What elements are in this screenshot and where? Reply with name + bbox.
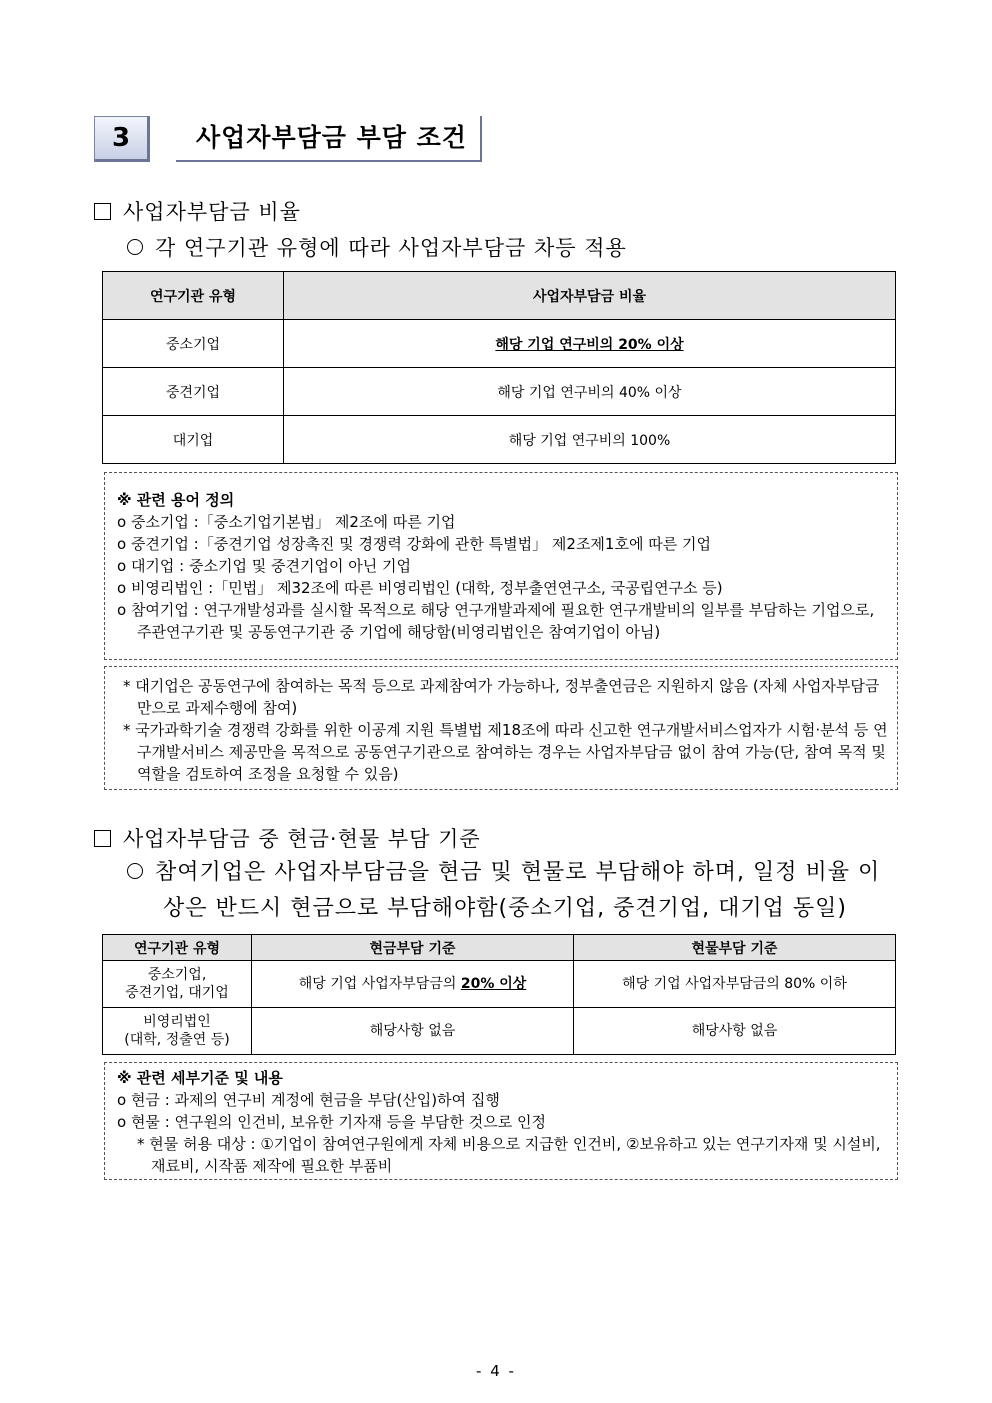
table-row [103, 368, 896, 416]
table-header: 현물부담 기준 [574, 935, 896, 961]
table-cell: 대기업 [103, 416, 284, 464]
cash-inkind-table [102, 934, 896, 1055]
paragraph-line: 참여기업은 사업자부담금을 현금 및 현물로 부담해야 하며, 일정 비율 이 [155, 860, 881, 885]
notes-box [104, 666, 898, 790]
section-number: 3 [94, 116, 150, 162]
square-bullet-icon [94, 203, 111, 220]
list-item: o 현금 : 과제의 연구비 계정에 현금을 부담(산입)하여 집행 [117, 1091, 500, 1109]
emphasized-value: 해당 기업 연구비의 20% 이상 [495, 336, 684, 353]
cell-line: 비영리법인 [143, 1014, 211, 1030]
table-cell [284, 320, 896, 368]
note-item: * 국가과학기술 경쟁력 강화를 위한 이공계 지원 특별법 제18조에 따라 신고한 연구개발서비스업자가 시험·분석 등 연구개발서비스 제공만을 목적으로 공동연구기관으로 참여하는 경우는 사업자부담금 없이 참여 가능(단, 참여 목적 및 역할을 검토하여 조정을 요청할 수 있음) [123, 721, 888, 783]
ratio-table [102, 271, 896, 464]
note-item: * 대기업은 공동연구에 참여하는 목적 등으로 과제참여가 가능하나, 정부출연금은 지원하지 않음 (자체 사업자부담금 만으로 과제수행에 참여) [123, 677, 880, 717]
subheading-cash-inkind [127, 855, 897, 927]
heading-cash-inkind [94, 823, 481, 853]
table-header: 현금부담 기준 [252, 935, 574, 961]
table-header: 연구기관 유형 [103, 935, 252, 961]
table-cell [103, 961, 252, 1008]
table-cell [252, 961, 574, 1008]
table-cell: 중견기업 [103, 368, 284, 416]
subheading-ratio [127, 232, 627, 262]
circle-bullet-icon [127, 239, 143, 255]
note-item: * 현물 허용 대상 : ①기업이 참여연구원에게 자체 비용으로 지급한 인건비, ②보유하고 있는 연구기자재 및 시설비, 재료비, 시작품 제작에 필요한 부품비 [137, 1135, 881, 1175]
definitions-box [104, 472, 898, 660]
table-cell: 중소기업 [103, 320, 284, 368]
cell-line: 중소기업, [147, 967, 207, 983]
heading-contribution-ratio [94, 196, 301, 226]
list-item: o 현물 : 연구원의 인건비, 보유한 기자재 등을 부담한 것으로 인정 [117, 1113, 546, 1131]
table-cell: 해당 기업 연구비의 40% 이상 [284, 368, 896, 416]
criteria-box [104, 1062, 898, 1180]
cell-line: (대학, 정출연 등) [124, 1032, 230, 1048]
cell-text: 해당 기업 사업자부담금의 [298, 976, 461, 992]
table-cell: 해당 기업 사업자부담금의 80% 이하 [574, 961, 896, 1008]
table-row [103, 416, 896, 464]
box-title: ※ 관련 용어 정의 [117, 491, 235, 509]
table-cell [103, 1008, 252, 1055]
cell-line: 중견기업, 대기업 [125, 985, 229, 1001]
square-bullet-icon [94, 830, 111, 847]
list-item: o 중견기업 :「중견기업 성장촉진 및 경쟁력 강화에 관한 특별법」 제2조제1호에 따른 기업 [117, 535, 711, 553]
paragraph-line: 상은 반드시 현금으로 부담해야함(중소기업, 중견기업, 대기업 동일) [163, 896, 847, 921]
circle-bullet-icon [127, 863, 143, 879]
table-row [103, 320, 896, 368]
page-number: - 4 - [476, 1362, 516, 1380]
table-header: 연구기관 유형 [103, 272, 284, 320]
table-cell: 해당 기업 연구비의 100% [284, 416, 896, 464]
table-cell: 해당사항 없음 [252, 1008, 574, 1055]
heading-text: 사업자부담금 중 현금·현물 부담 기준 [123, 827, 481, 851]
box-title: ※ 관련 세부기준 및 내용 [117, 1069, 283, 1087]
table-row [103, 1008, 896, 1055]
emphasized-value: 20% 이상 [460, 976, 527, 992]
heading-text: 사업자부담금 비율 [123, 200, 301, 224]
table-row [103, 961, 896, 1008]
subheading-text: 각 연구기관 유형에 따라 사업자부담금 차등 적용 [155, 236, 627, 260]
table-header: 사업자부담금 비율 [284, 272, 896, 320]
section-title: 사업자부담금 부담 조건 [176, 116, 482, 162]
list-item: o 비영리법인 :「민법」 제32조에 따른 비영리법인 (대학, 정부출연연구소, 국공립연구소 등) [117, 579, 723, 597]
list-item: o 대기업 : 중소기업 및 중견기업이 아닌 기업 [117, 557, 411, 575]
list-item: o 참여기업 : 연구개발성과를 실시할 목적으로 해당 연구개발과제에 필요한 연구개발비의 일부를 부담하는 기업으로, 주관연구기관 및 공동연구기관 중 기업에 해당함(비영리법인은 참여기업이 아님) [117, 601, 875, 641]
list-item: o 중소기업 :「중소기업기본법」 제2조에 따른 기업 [117, 513, 456, 531]
table-cell: 해당사항 없음 [574, 1008, 896, 1055]
